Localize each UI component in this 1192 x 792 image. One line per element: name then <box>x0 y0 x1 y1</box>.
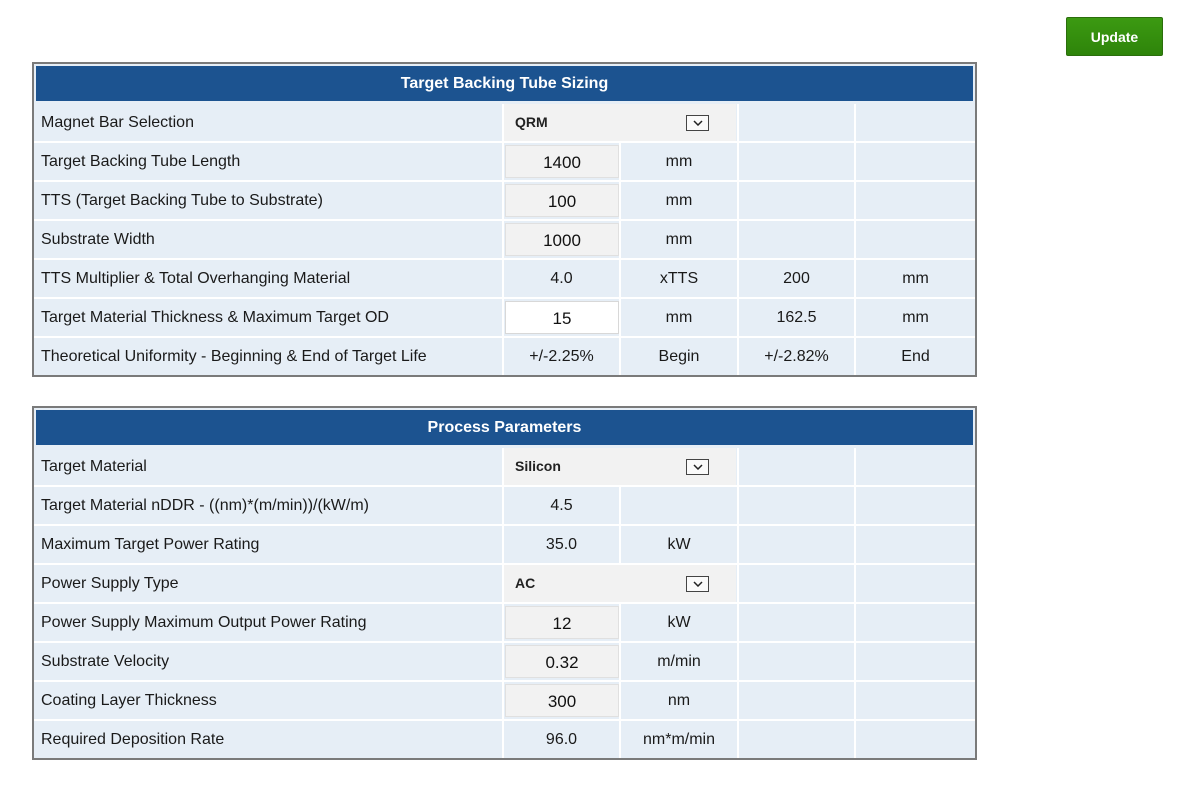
unit-label: mm <box>621 221 739 260</box>
table-row <box>34 448 975 487</box>
row-label: Substrate Width <box>34 221 504 260</box>
unit-label: mm <box>621 299 739 338</box>
table-row <box>34 487 975 526</box>
table-row <box>34 104 975 143</box>
chevron-down-icon[interactable] <box>686 115 709 131</box>
unit-label: mm <box>856 260 975 299</box>
uniformity-end-value: +/-2.82% <box>739 338 856 375</box>
unit-label: kW <box>621 604 739 643</box>
unit-label: xTTS <box>621 260 739 299</box>
select-value: Silicon <box>515 458 561 474</box>
row-label: Target Material nDDR - ((nm)*(m/min))/(kW/m) <box>34 487 504 526</box>
unit-label: nm <box>621 682 739 721</box>
row-label: Target Backing Tube Length <box>34 143 504 182</box>
max-power-value: 35.0 <box>504 526 621 565</box>
table-row <box>34 221 975 260</box>
target-material-select[interactable] <box>504 448 736 485</box>
row-label: Theoretical Uniformity - Beginning & End of Target Life <box>34 338 504 375</box>
select-value: QRM <box>515 114 548 130</box>
row-label: Power Supply Type <box>34 565 504 604</box>
overhang-value: 200 <box>739 260 856 299</box>
update-button[interactable]: Update <box>1066 17 1163 56</box>
table-row <box>34 299 975 338</box>
multiplier-value: 4.0 <box>504 260 621 299</box>
table-row <box>34 721 975 758</box>
unit-label: mm <box>621 143 739 182</box>
table-row <box>34 526 975 565</box>
row-label: Substrate Velocity <box>34 643 504 682</box>
magnet-bar-select[interactable] <box>504 104 736 141</box>
tube-length-input[interactable]: 1400 <box>505 145 619 178</box>
deposition-rate-value: 96.0 <box>504 721 621 758</box>
unit-label: nm*m/min <box>621 721 739 758</box>
table-row <box>34 682 975 721</box>
row-label: Maximum Target Power Rating <box>34 526 504 565</box>
uniformity-begin-value: +/-2.25% <box>504 338 621 375</box>
material-thickness-input[interactable]: 15 <box>505 301 619 334</box>
target-backing-tube-sizing-table <box>32 62 977 377</box>
row-label: Coating Layer Thickness <box>34 682 504 721</box>
supply-power-input[interactable]: 12 <box>505 606 619 639</box>
tts-input[interactable]: 100 <box>505 184 619 217</box>
table-row <box>34 643 975 682</box>
row-label: Target Material Thickness & Maximum Target OD <box>34 299 504 338</box>
substrate-velocity-input[interactable]: 0.32 <box>505 645 619 678</box>
unit-label: m/min <box>621 643 739 682</box>
row-label: Power Supply Maximum Output Power Rating <box>34 604 504 643</box>
end-label: End <box>901 347 930 365</box>
process-parameters-table <box>32 406 977 760</box>
table-row <box>34 182 975 221</box>
select-value: AC <box>515 575 536 591</box>
unit-label: mm <box>621 182 739 221</box>
row-label: TTS Multiplier & Total Overhanging Material <box>34 260 504 299</box>
chevron-down-icon[interactable] <box>686 459 709 475</box>
unit-label: kW <box>621 526 739 565</box>
table-row <box>34 260 975 299</box>
chevron-down-icon[interactable] <box>686 576 709 592</box>
row-label: Magnet Bar Selection <box>34 104 504 143</box>
table-row <box>34 604 975 643</box>
coating-thickness-input[interactable]: 300 <box>505 684 619 717</box>
table-row <box>34 565 975 604</box>
row-label: Required Deposition Rate <box>34 721 504 758</box>
section-title: Target Backing Tube Sizing <box>34 64 975 104</box>
row-label: TTS (Target Backing Tube to Substrate) <box>34 182 504 221</box>
table-row <box>34 338 975 375</box>
power-supply-type-select[interactable] <box>504 565 736 602</box>
unit-label: mm <box>856 299 975 338</box>
nddr-value: 4.5 <box>504 487 621 526</box>
table-row <box>34 143 975 182</box>
row-label: Target Material <box>34 448 504 487</box>
max-od-value: 162.5 <box>739 299 856 338</box>
begin-label: Begin <box>621 338 739 375</box>
section-title: Process Parameters <box>34 408 975 448</box>
substrate-width-input[interactable]: 1000 <box>505 223 619 256</box>
